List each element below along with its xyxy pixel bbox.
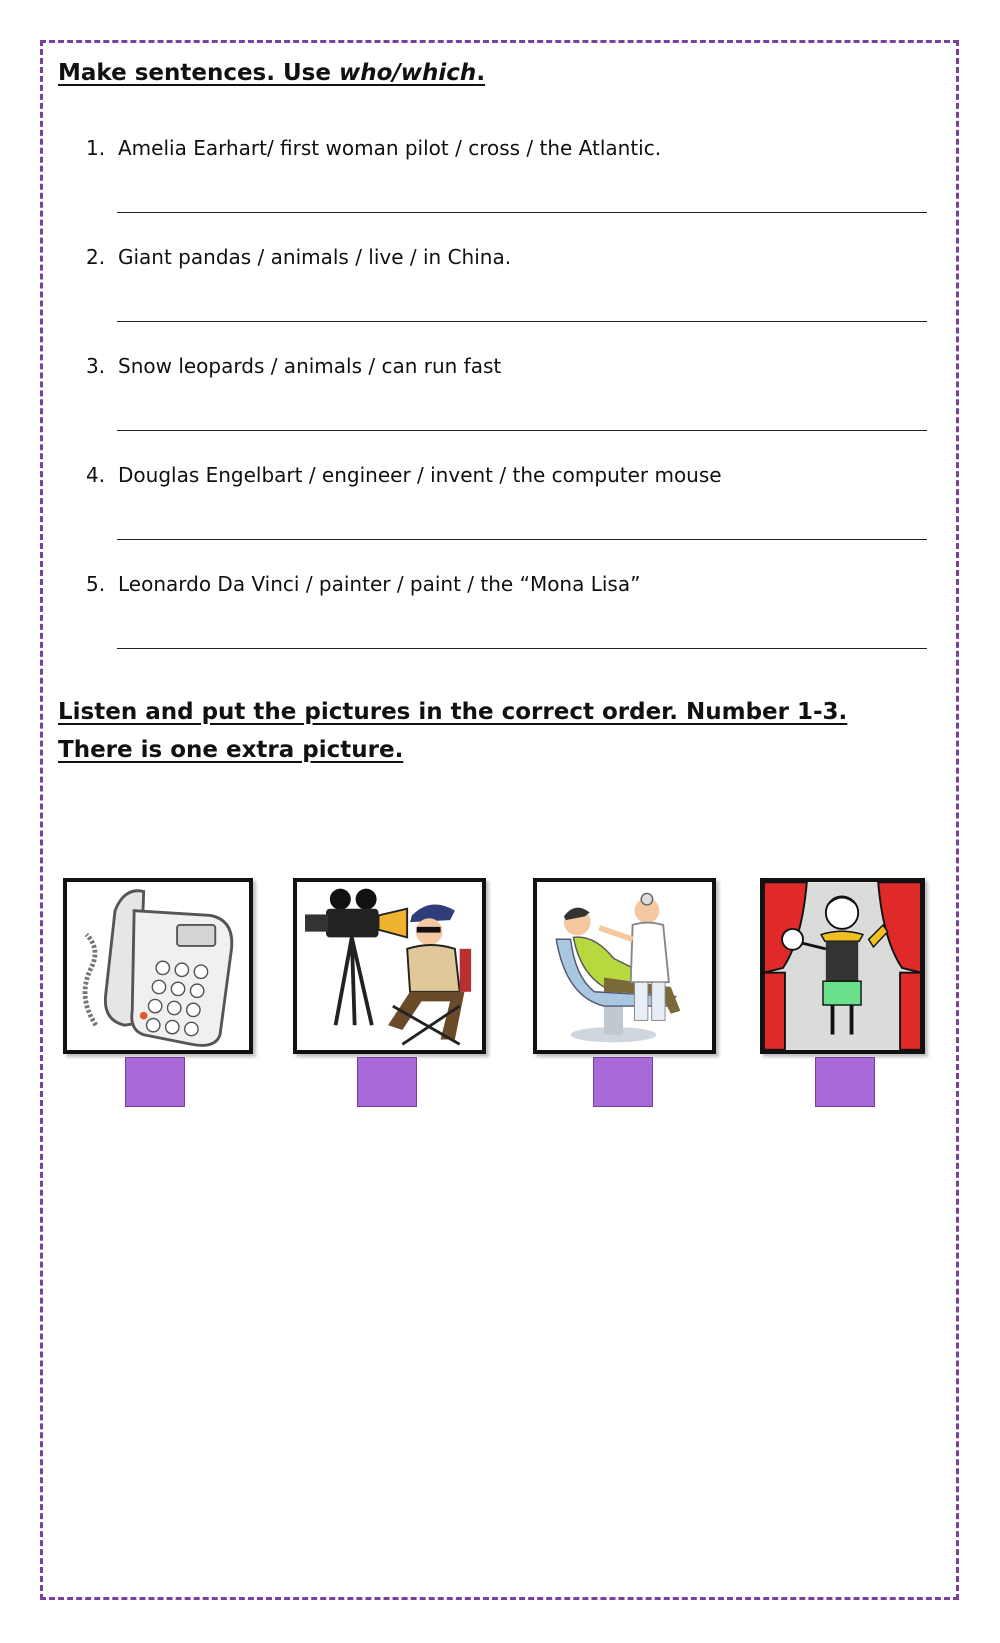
question-text: Leonardo Da Vinci / painter / paint / the “Mona Lisa”	[118, 572, 641, 596]
answer-line-4[interactable]	[117, 539, 927, 540]
dentist-icon	[537, 882, 712, 1050]
answer-box-3[interactable]	[593, 1057, 653, 1107]
telephone-picture	[63, 878, 253, 1054]
question-3	[86, 354, 501, 378]
question-text: Douglas Engelbart / engineer / invent / the computer mouse	[118, 463, 722, 487]
answer-box-4[interactable]	[815, 1057, 875, 1107]
theatre-actor-icon	[764, 882, 921, 1050]
question-2	[86, 245, 511, 269]
theatre-actor-picture	[760, 878, 925, 1054]
heading-emphasis: who/which	[338, 60, 477, 86]
question-number: 4.	[86, 463, 106, 487]
section2-heading: Listen and put the pictures in the correct order. Number 1-3. There is one extra picture.	[58, 699, 848, 763]
telephone-icon	[67, 882, 249, 1050]
question-text: Snow leopards / animals / can run fast	[118, 354, 502, 378]
question-5	[86, 572, 640, 596]
answer-line-1[interactable]	[117, 212, 927, 213]
question-text: Amelia Earhart/ first woman pilot / cross / the Atlantic.	[118, 136, 662, 160]
answer-box-2[interactable]	[357, 1057, 417, 1107]
question-1	[86, 136, 661, 160]
answer-line-5[interactable]	[117, 648, 927, 649]
film-director-picture	[293, 878, 486, 1054]
question-number: 3.	[86, 354, 106, 378]
worksheet-border	[40, 40, 959, 1600]
question-text: Giant pandas / animals / live / in China.	[118, 245, 512, 269]
question-number: 5.	[86, 572, 106, 596]
question-4	[86, 463, 722, 487]
dentist-picture	[533, 878, 716, 1054]
question-number: 2.	[86, 245, 106, 269]
heading-period: .	[476, 60, 486, 86]
answer-line-3[interactable]	[117, 430, 927, 431]
heading-text: Make sentences. Use	[58, 60, 339, 86]
question-number: 1.	[86, 136, 106, 160]
answer-box-1[interactable]	[125, 1057, 185, 1107]
section1-heading	[58, 60, 485, 86]
answer-line-2[interactable]	[117, 321, 927, 322]
film-director-icon	[297, 882, 482, 1050]
